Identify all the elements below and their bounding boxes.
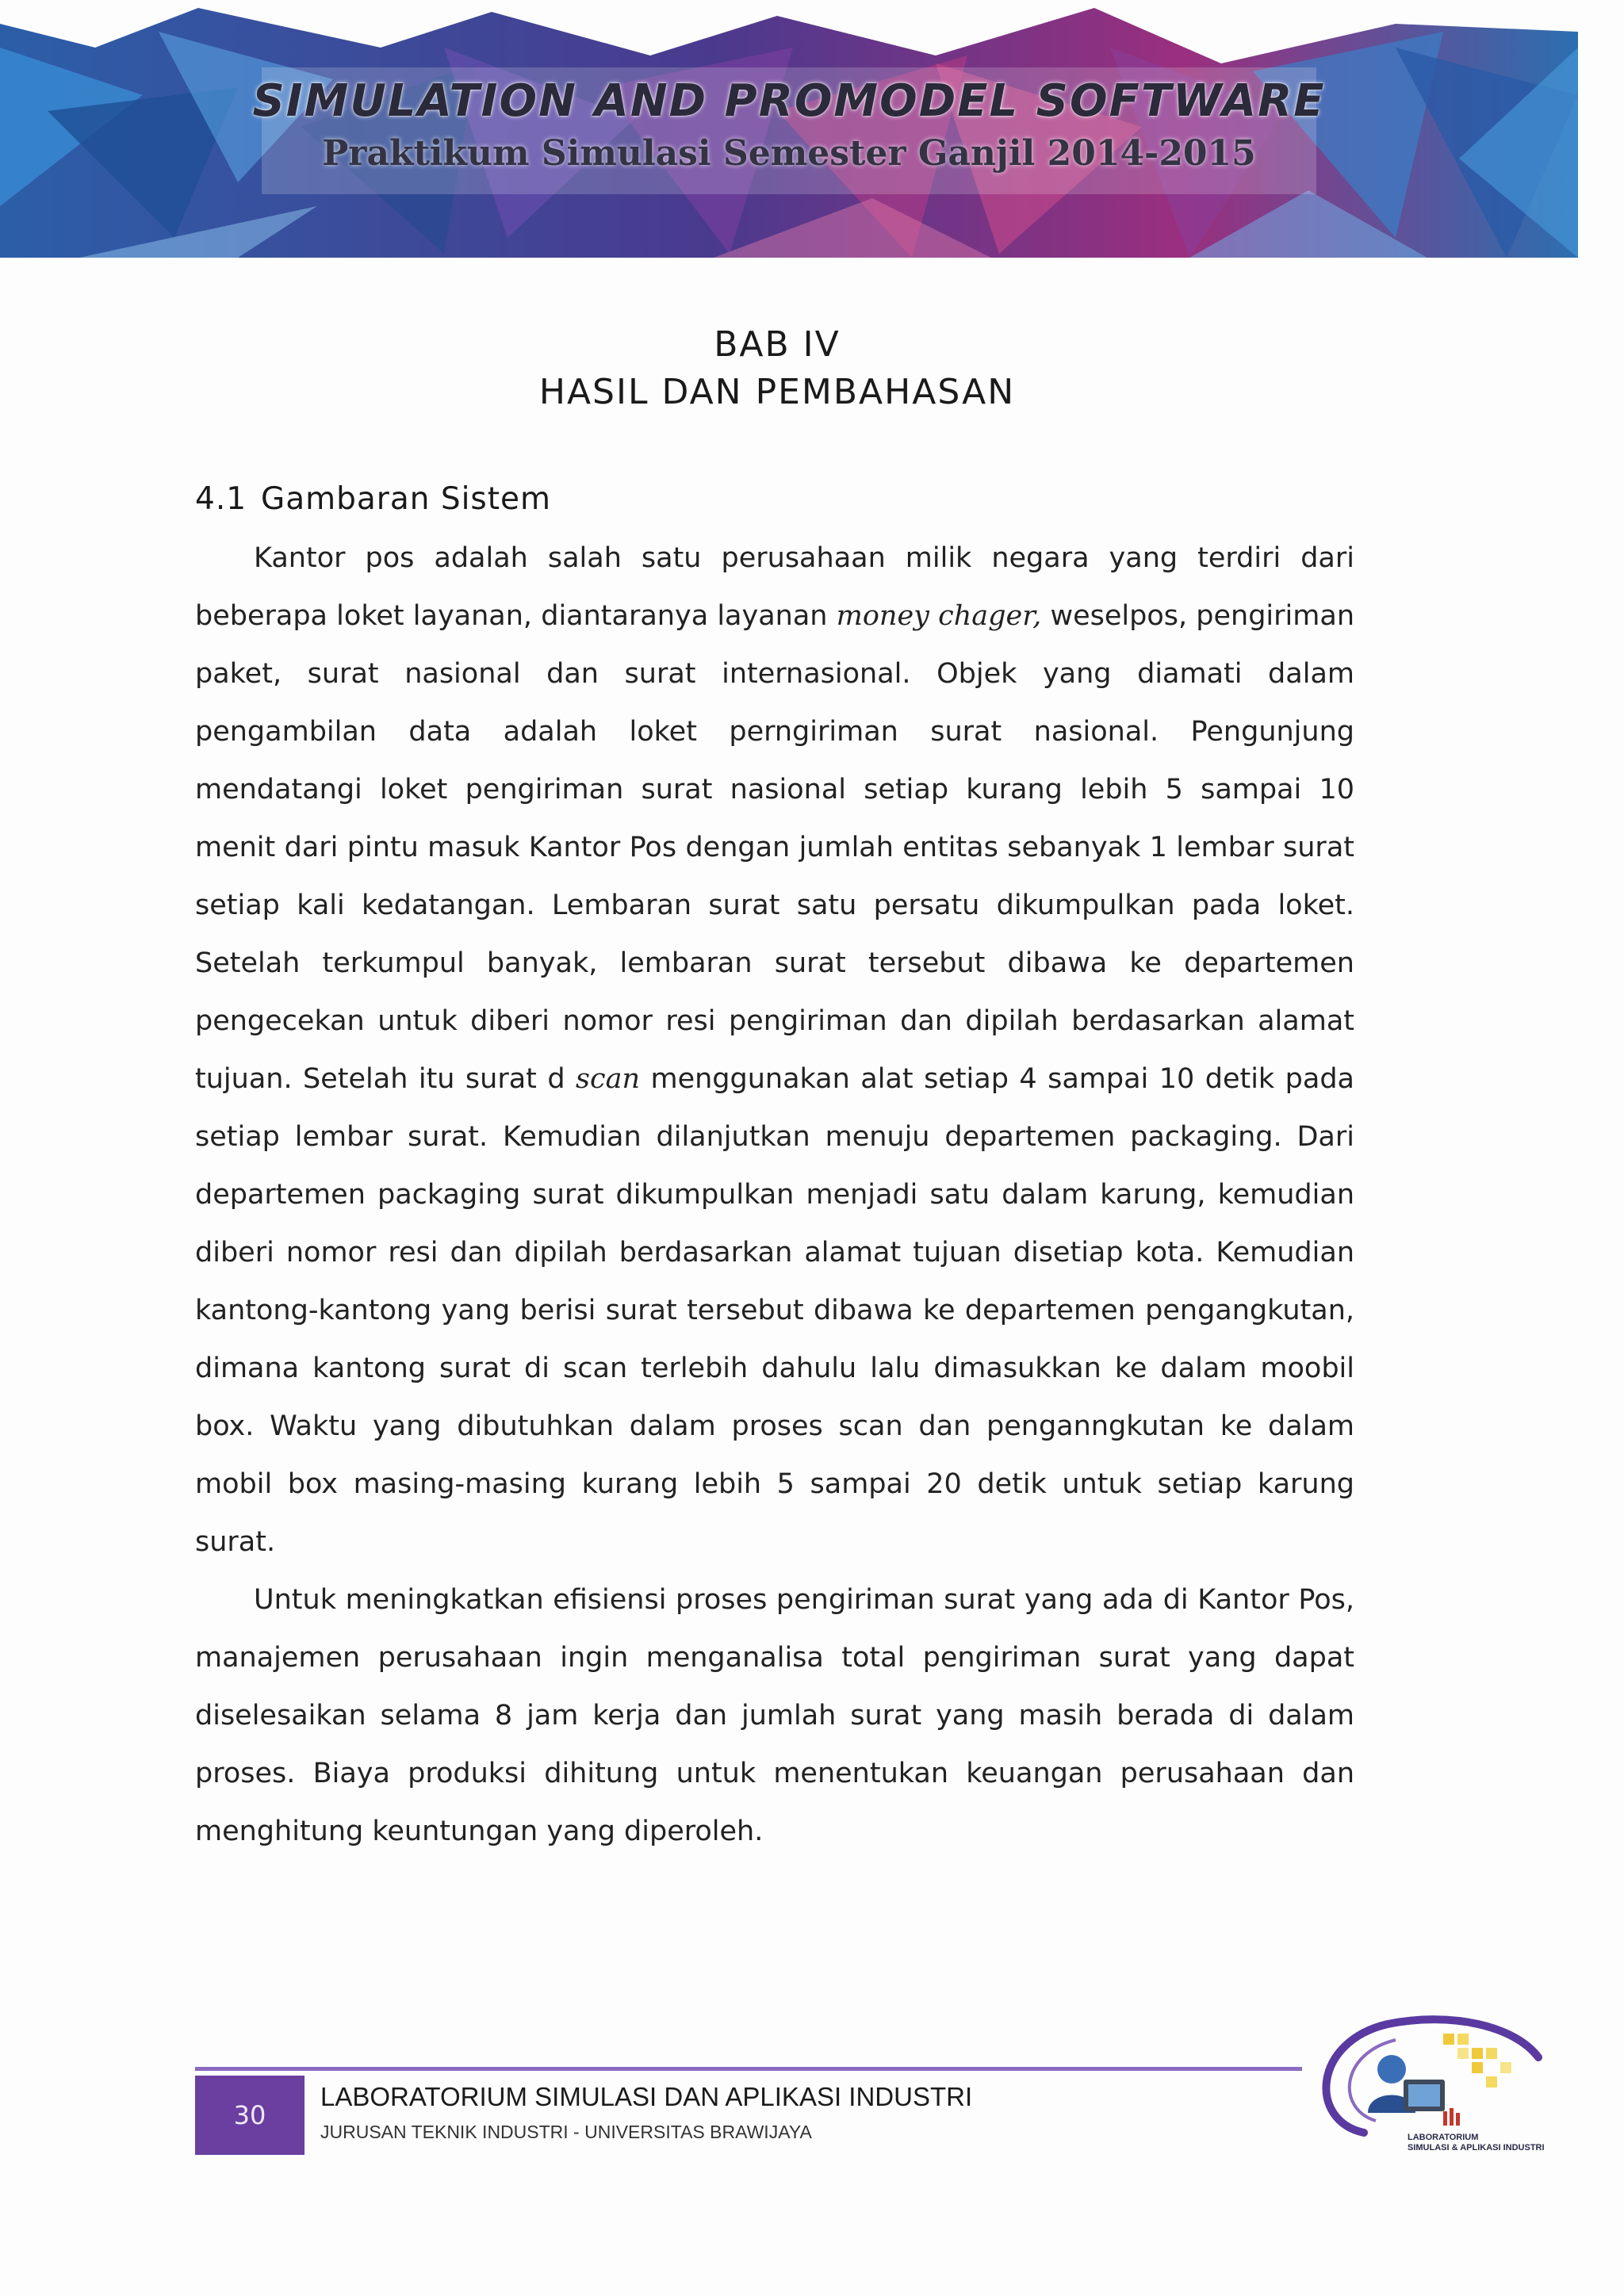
chapter-title: HASIL DAN PEMBAHASAN xyxy=(538,372,1016,412)
footer-department: JURUSAN TEKNIK INDUSTRI - UNIVERSITAS BRAWIJAYA xyxy=(320,2122,812,2142)
lab-logo-icon xyxy=(1300,2010,1562,2145)
paragraph xyxy=(195,530,1354,1571)
paragraph-text: weselpos, pengiriman paket, surat nasional dan surat internasional. Objek yang diamati dalam pengambilan data adalah loket perngiriman surat nasional. Pengunjung mendatangi loket pengiriman surat nasional setiap kurang lebih 5 sampai 10 menit dari pintu masuk Kantor Pos dengan jumlah entitas sebanyak 1 lembar surat setiap kali kedatangan. Lembaran surat satu persatu dikumpulkan pada loket. Setelah terkumpul banyak, lembaran surat tersebut dibawa ke departemen pengecekan untuk diberi nomor resi pengiriman dan dipilah berdasarkan alamat tujuan. Setelah itu surat d xyxy=(195,600,1354,1095)
logo-caption-line: SIMULASI & APLIKASI INDUSTRI xyxy=(1408,2143,1545,2152)
header-banner xyxy=(0,0,1578,258)
chapter-heading xyxy=(0,321,1554,416)
italic-term: scan xyxy=(576,1063,641,1095)
logo-caption xyxy=(1408,2133,1558,2153)
logo-caption-line: LABORATORIUM xyxy=(1408,2133,1479,2142)
chapter-number: BAB IV xyxy=(714,324,841,365)
banner-subtitle: Praktikum Simulasi Semester Ganjil 2014-2015 xyxy=(322,133,1256,174)
paragraph-text: menggunakan alat setiap 4 sampai 10 detik pada setiap lembar surat. Kemudian dilanjutkan menuju departemen packaging. Dari departemen packaging surat dikumpulkan menjadi satu dalam karung, kemudian diberi nomor resi dan dipilah berdasarkan alamat tujuan disetiap kota. Kemudian kantong-kantong yang berisi surat tersebut dibawa ke departemen pengangkutan, dimana kantong surat di scan terlebih dahulu lalu dimasukkan ke dalam moobil box. Waktu yang dibutuhkan dalam proses scan dan penganngkutan ke dalam mobil box masing-masing kurang lebih 5 sampai 20 detik untuk setiap karung surat. xyxy=(195,1063,1354,1558)
italic-term: money chager, xyxy=(836,600,1042,632)
body-text xyxy=(195,530,1354,1861)
section-number: 4.1 xyxy=(195,481,247,517)
paragraph-text: Untuk meningkatkan efisiensi proses pengiriman surat yang ada di Kantor Pos, manajemen perusahaan ingin menganalisa total pengiriman surat yang dapat diselesaikan selama 8 jam kerja dan jumlah surat yang masih berada di dalam proses. Biaya produksi dihitung untuk menentukan keuangan perusahaan dan menghitung keuntungan yang diperoleh. xyxy=(195,1584,1354,1847)
paragraph xyxy=(195,1571,1354,1861)
section-title: Gambaran Sistem xyxy=(261,481,552,517)
banner-polygon-art xyxy=(0,0,1578,258)
section-heading xyxy=(195,480,551,519)
paragraph-text: Kantor pos adalah salah satu perusahaan milik negara yang terdiri dari beberapa loket layanan, diantaranya layanan xyxy=(195,542,1354,632)
footer-lab-name: LABORATORIUM SIMULASI DAN APLIKASI INDUSTRI xyxy=(320,2082,973,2111)
footer-divider xyxy=(195,2067,1302,2071)
page-number: 30 xyxy=(233,2100,266,2130)
banner-title: SIMULATION AND PROMODEL SOFTWARE xyxy=(252,75,1326,127)
